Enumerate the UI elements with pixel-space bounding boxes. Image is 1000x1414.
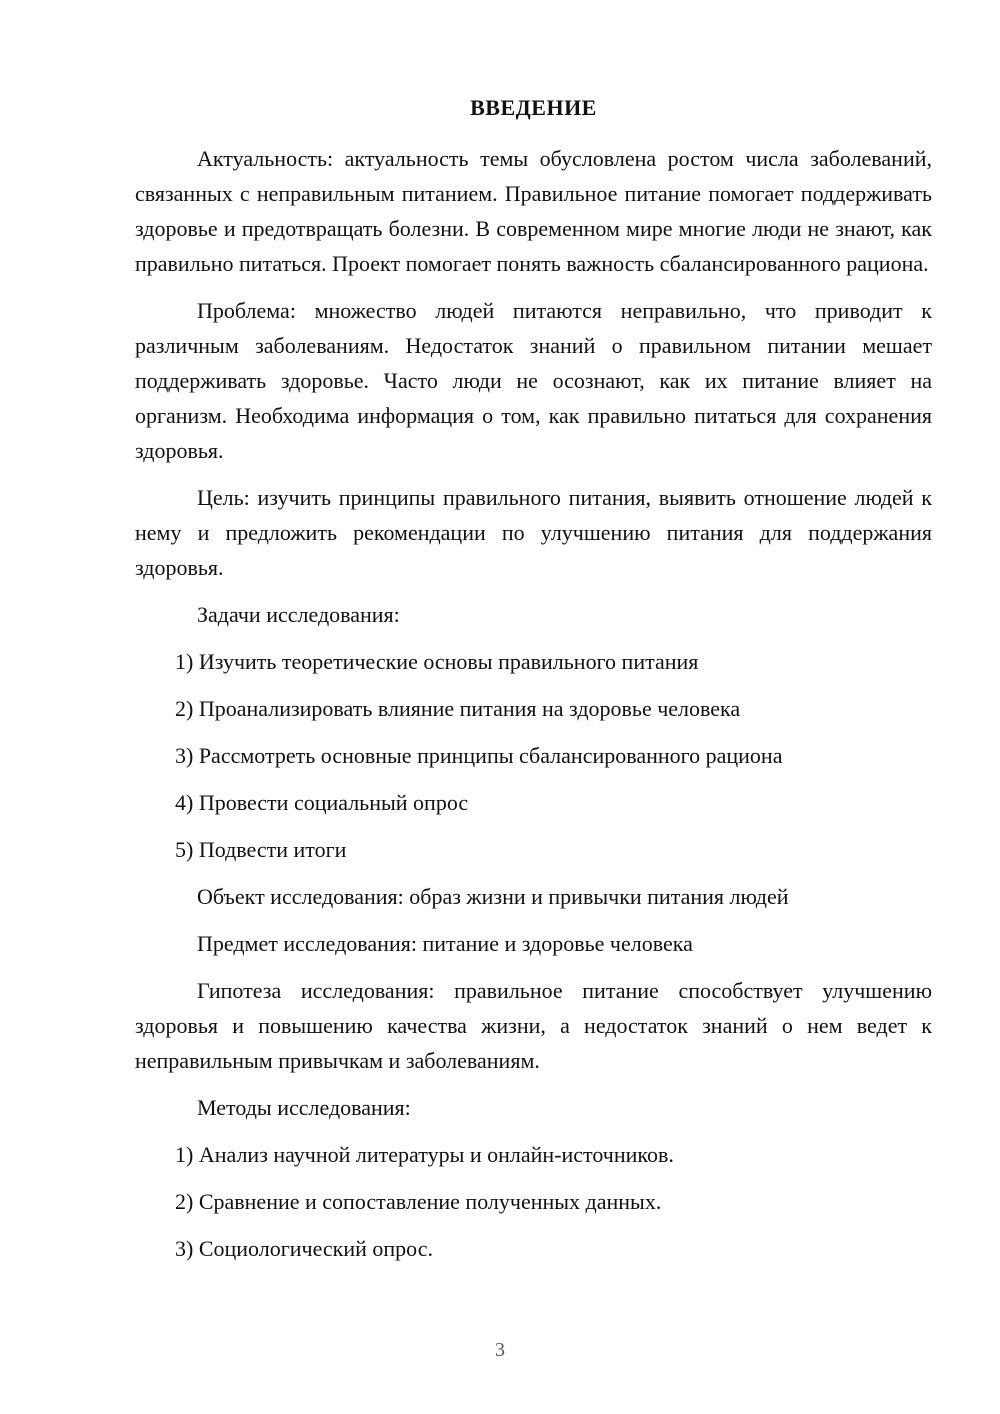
task-list-item: 1) Изучить теоретические основы правильного питания [175,649,699,674]
paragraph-subject: Предмет исследования: питание и здоровье человека [197,931,693,956]
paragraph-actuality: Актуальность: актуальность темы обусловлена ростом числа заболеваний, связанных с неправильным питанием. Правильное питание помогает поддерживать здоровье и предотвращать болезни. В современном мире многие люди не знают, как правильно питаться. Проект помогает понять важность сбалансированного рациона. [135,146,932,276]
methods-list [135,1137,932,1266]
tasks-heading: Задачи исследования: [197,602,400,627]
paragraph-goal: Цель: изучить принципы правильного питания, выявить отношение людей к нему и предложить рекомендации по улучшению питания для поддержания здоровья. [135,485,932,580]
methods-heading: Методы исследования: [197,1095,411,1120]
page-title: ВВЕДЕНИЕ [470,95,597,120]
method-list-item: 3) Социологический опрос. [175,1236,433,1261]
task-list-item: 4) Провести социальный опрос [175,790,469,815]
method-list-item: 2) Сравнение и сопоставление полученных данных. [175,1189,662,1214]
task-list-item: 2) Проанализировать влияние питания на здоровье человека [175,696,741,721]
task-list-item: 3) Рассмотреть основные принципы сбалансированного рациона [175,743,783,768]
paragraph-problem: Проблема: множество людей питаются неправильно, что приводит к различным заболеваниям. Недостаток знаний о правильном питании мешает поддерживать здоровье. Часто люди не осознают, как их питание влияет на организм. Необходима информация о том, как правильно питаться для сохранения здоровья. [135,298,932,463]
page-footer [0,1331,1000,1366]
method-list-item: 1) Анализ научной литературы и онлайн-источников. [175,1142,674,1167]
paragraph-hypothesis: Гипотеза исследования: правильное питание способствует улучшению здоровья и повышению качества жизни, а недостаток знаний о нем ведет к неправильным привычкам и заболеваниям. [135,978,932,1073]
tasks-list [135,644,932,867]
paragraph-object: Объект исследования: образ жизни и привычки питания людей [197,884,789,909]
task-list-item: 5) Подвести итоги [175,837,347,862]
page-number: 3 [495,1339,505,1361]
